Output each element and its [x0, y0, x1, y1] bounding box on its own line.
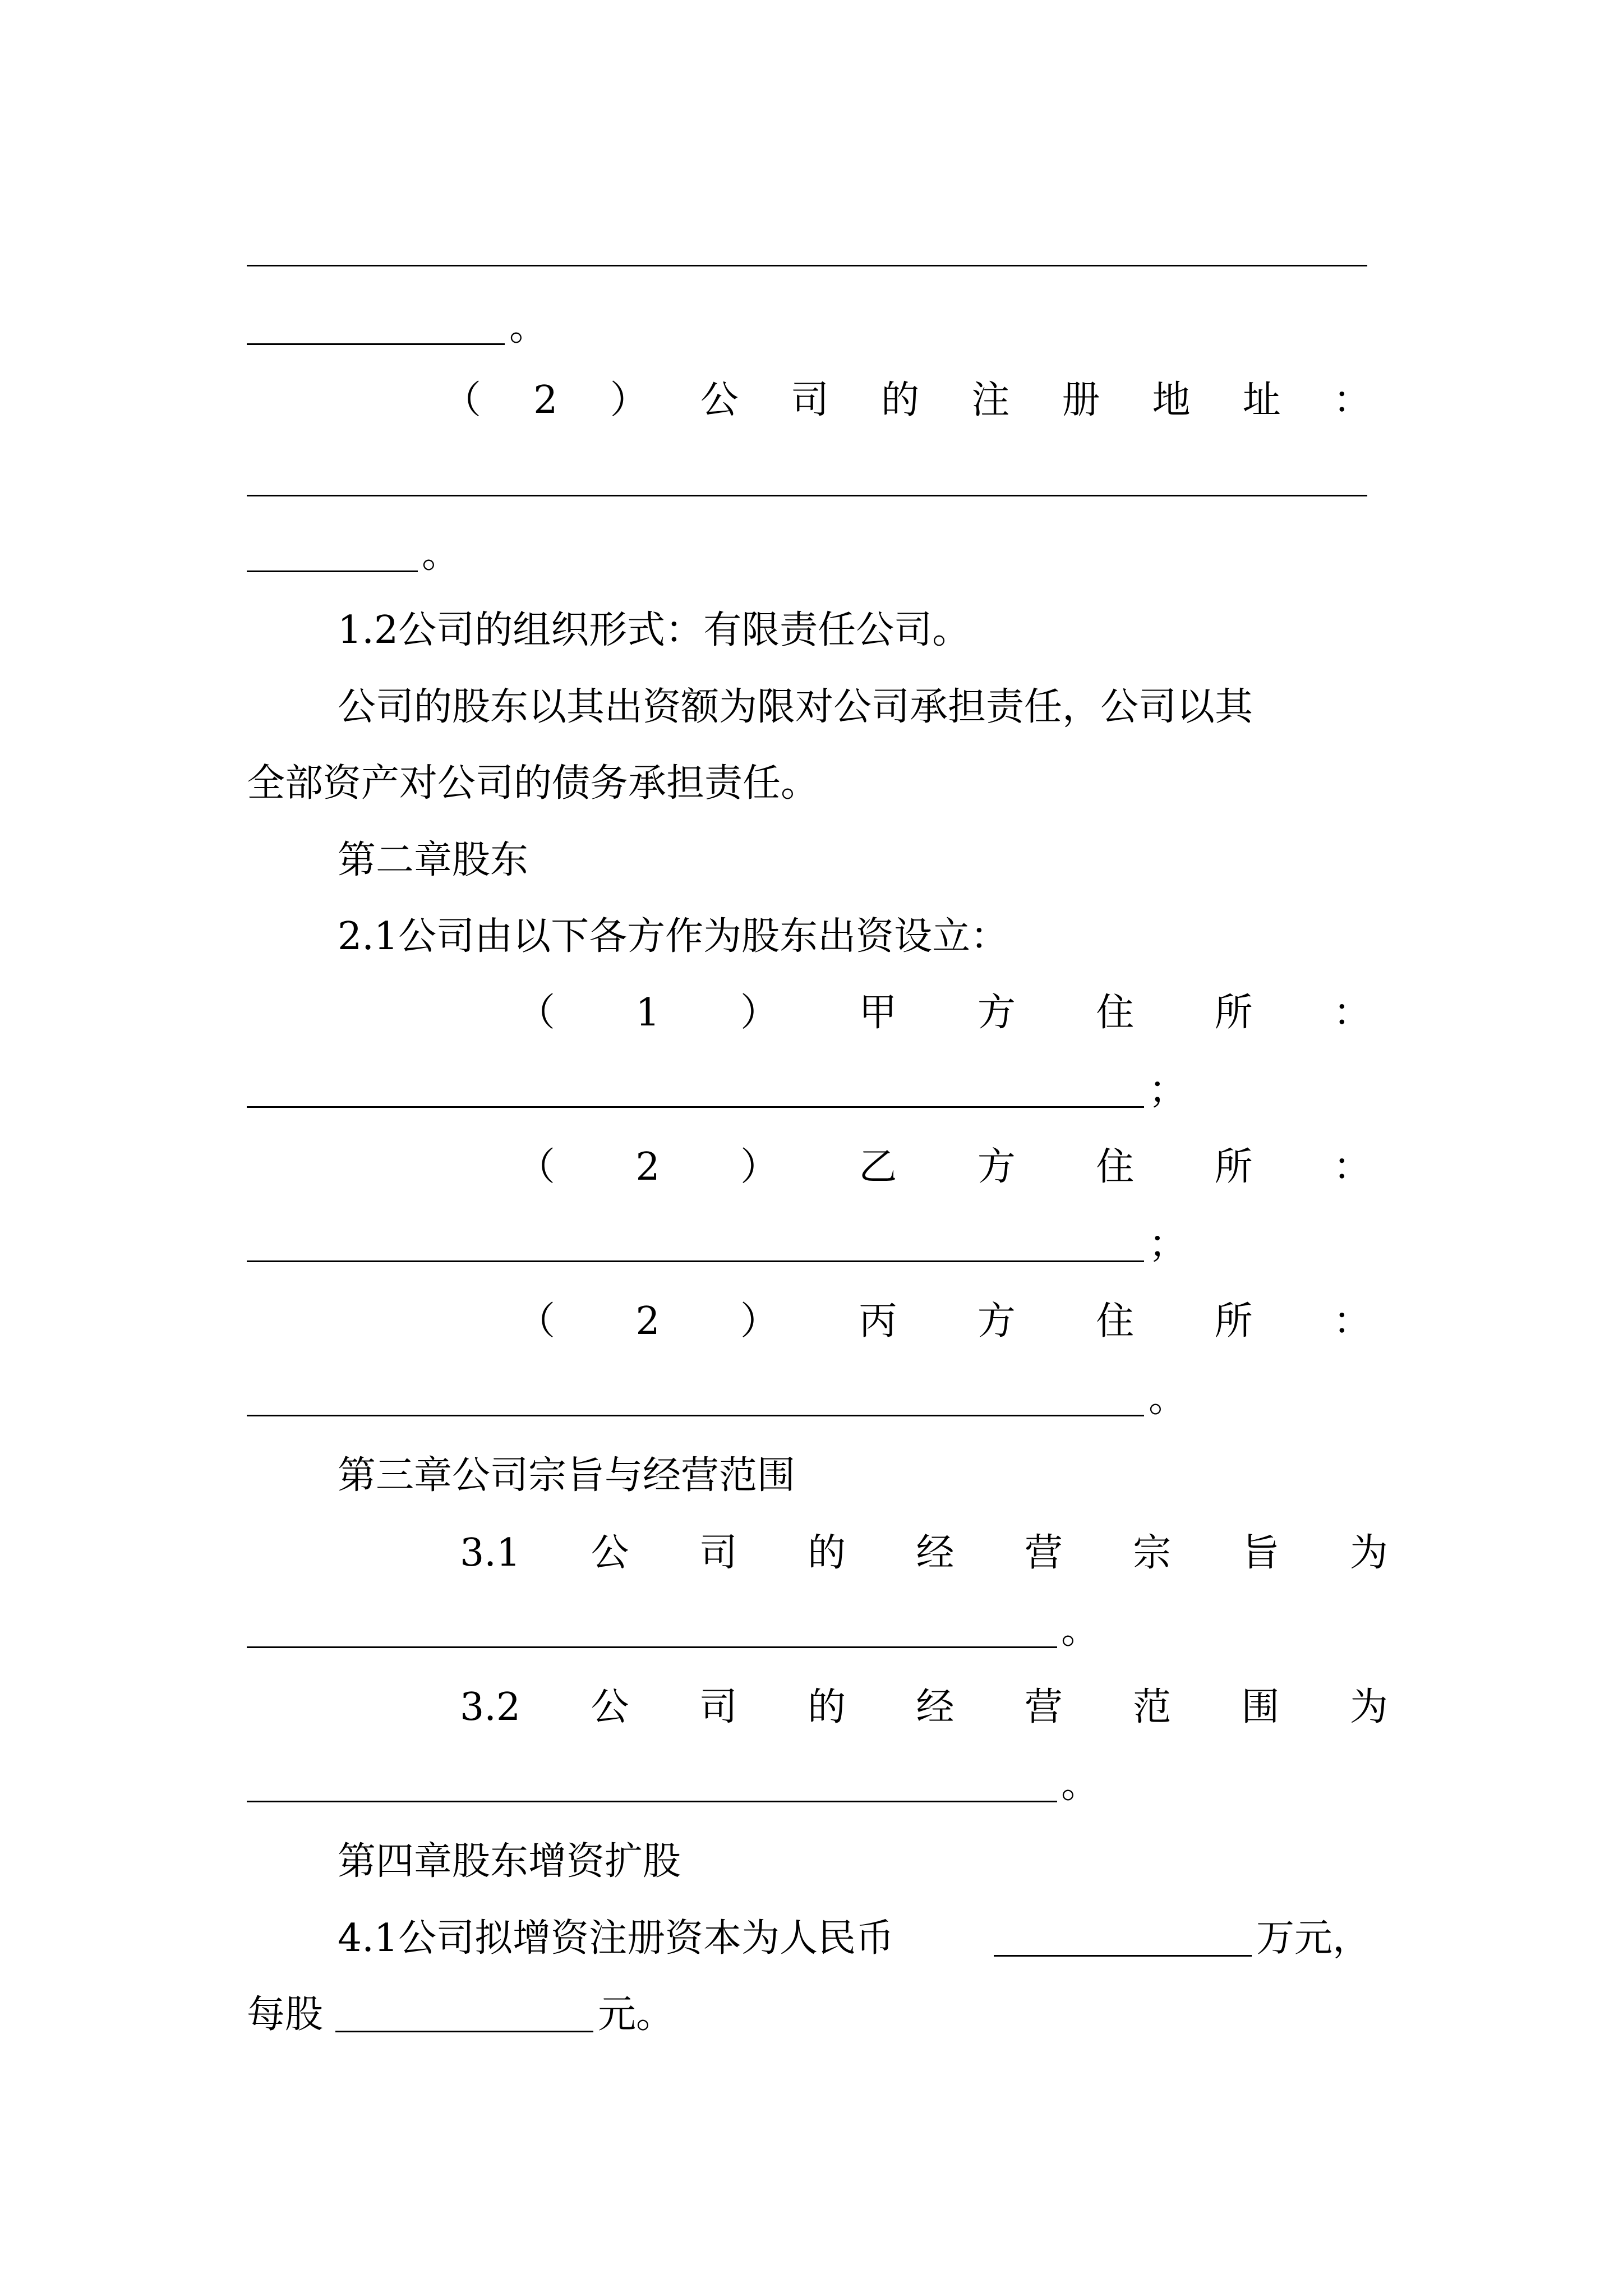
- per-share-label: 每股: [247, 1993, 324, 2037]
- party-a-address-label: （ 1 ） 甲 方 住 所 ：: [517, 991, 1371, 1035]
- semicolon: ；: [1149, 1068, 1187, 1112]
- party-c-address-label: （ 2 ） 丙 方 住 所 ：: [517, 1299, 1371, 1343]
- blank-line: [994, 1955, 1252, 1957]
- clause-2-1: 2.1公司由以下各方作为股东出资设立：: [338, 914, 1009, 959]
- liability-line-2: 全部资产对公司的债务承担责任。: [247, 761, 819, 806]
- period: 。: [1149, 1377, 1187, 1421]
- blank-line: [247, 1646, 1057, 1648]
- blank-line: [247, 265, 1367, 266]
- liability-line-1: 公司的股东以其出资额为限对公司承担责任，公司以其: [338, 685, 1253, 729]
- period: 。: [1061, 1608, 1100, 1653]
- chapter-3-heading: 第三章公司宗旨与经营范围: [338, 1453, 796, 1498]
- blank-line: [247, 1801, 1057, 1802]
- clause-3-2: 3.2 公 司 的 经 营 范 围 为: [460, 1685, 1388, 1729]
- blank-line: [247, 495, 1367, 496]
- clause-1-2: 1.2公司的组织形式：有限责任公司。: [338, 608, 971, 652]
- blank-line: [247, 570, 418, 572]
- blank-line: [335, 2031, 593, 2032]
- per-share-unit: 元。: [598, 1993, 675, 2037]
- chapter-2-heading: 第二章股东: [338, 838, 529, 882]
- blank-line: [247, 1260, 1144, 1262]
- blank-line: [247, 343, 505, 345]
- party-b-address-label: （ 2 ） 乙 方 住 所 ：: [517, 1145, 1371, 1189]
- period: 。: [509, 305, 548, 349]
- semicolon: ；: [1149, 1222, 1187, 1267]
- blank-line: [247, 1415, 1144, 1416]
- period: 。: [1061, 1763, 1100, 1807]
- blank-line: [247, 1106, 1144, 1108]
- clause-4-1-unit: 万元，: [1256, 1916, 1371, 1961]
- clause-4-1-text: 4.1公司拟增资注册资本为人民币: [338, 1916, 895, 1961]
- chapter-4-heading: 第四章股东增资扩股: [338, 1839, 681, 1884]
- registered-address-label: （ 2 ） 公 司 的 注 册 地 址 ：: [443, 378, 1371, 422]
- clause-3-1: 3.1 公 司 的 经 营 宗 旨 为: [460, 1531, 1388, 1575]
- period: 。: [422, 532, 460, 577]
